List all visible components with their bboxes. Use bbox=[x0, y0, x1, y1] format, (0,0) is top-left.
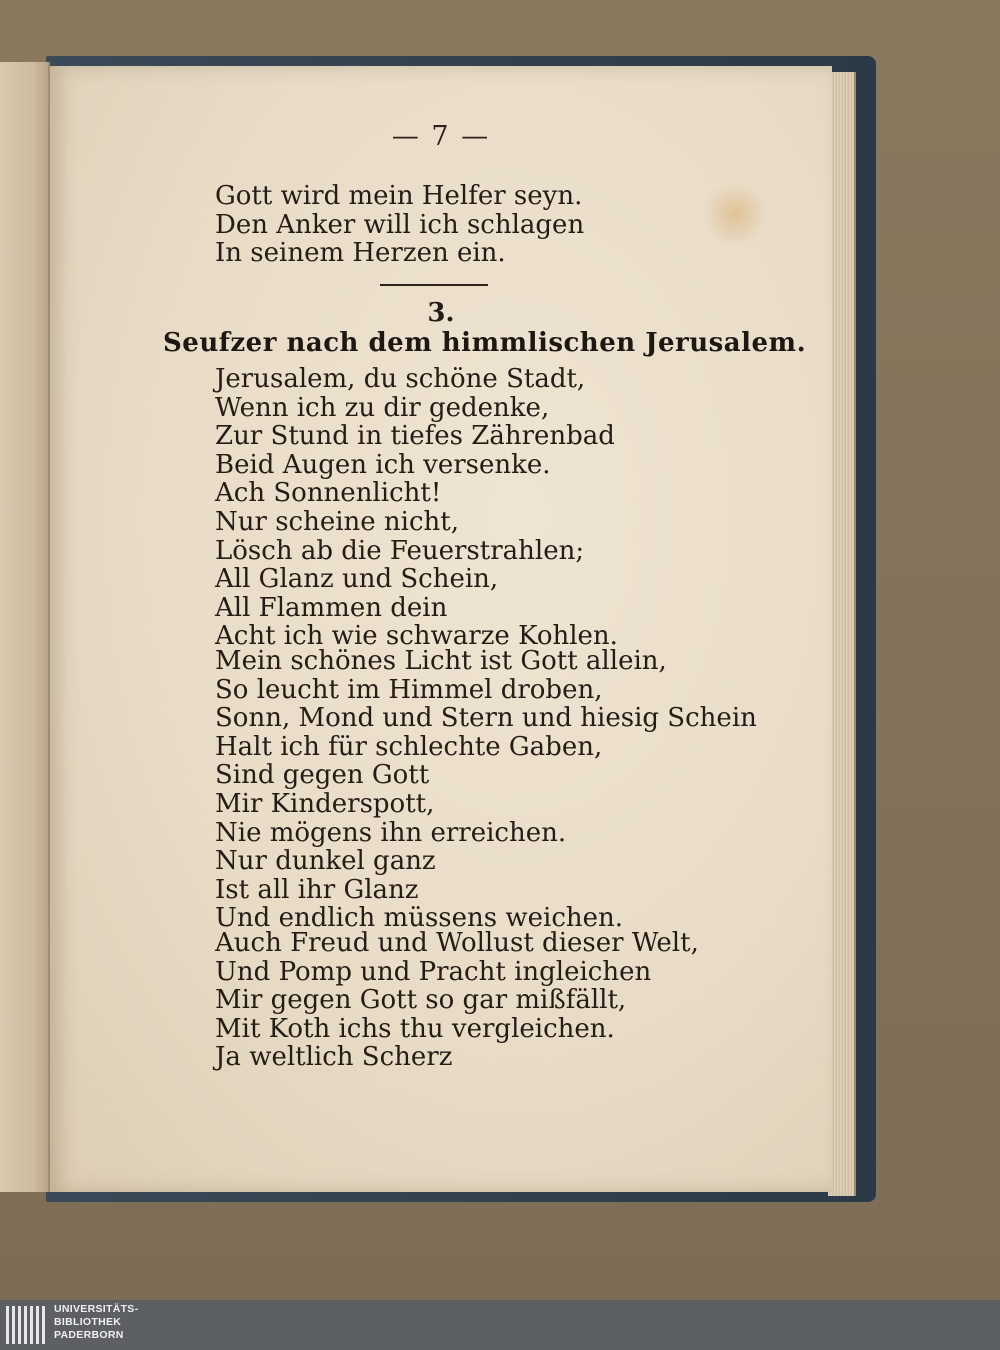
section-divider bbox=[380, 284, 488, 286]
book-page bbox=[50, 66, 832, 1192]
library-name-line: BIBLIOTHEK bbox=[54, 1316, 122, 1328]
verse-line: Nur dunkel ganz bbox=[215, 846, 436, 877]
verse-line: So leucht im Himmel droben, bbox=[215, 674, 603, 705]
library-name bbox=[54, 1303, 138, 1342]
verse-line: Mir Kinderspott, bbox=[215, 788, 435, 819]
stanza-3 bbox=[215, 930, 699, 1073]
library-footer bbox=[0, 1300, 1000, 1350]
verse-line: Jerusalem, du schöne Stadt, bbox=[215, 364, 586, 394]
text-line: Gott wird mein Helfer seyn. bbox=[215, 181, 583, 211]
verse-line: Und Pomp und Pracht ingleichen bbox=[215, 956, 652, 987]
verse-line: Nie mögens ihn erreichen. bbox=[215, 817, 567, 848]
verse-line: Auch Freud und Wollust dieser Welt, bbox=[215, 928, 699, 958]
verse-line: Ach Sonnenlicht! bbox=[215, 478, 442, 509]
verse-line: All Glanz und Schein, bbox=[215, 564, 499, 595]
stanza-1 bbox=[215, 366, 618, 652]
text-line: In seinem Herzen ein. bbox=[215, 238, 506, 269]
page-block-edges bbox=[828, 72, 856, 1196]
verse-line: Zur Stund in tiefes Zährenbad bbox=[215, 421, 615, 452]
verse-line: Sind gegen Gott bbox=[215, 760, 430, 791]
verse-line: Mir gegen Gott so gar mißfällt, bbox=[215, 985, 627, 1016]
verse-line: Ja weltlich Scherz bbox=[215, 1042, 453, 1073]
library-logo-icon bbox=[6, 1306, 46, 1344]
previous-page-edge bbox=[0, 62, 50, 1192]
verse-line: All Flammen dein bbox=[215, 592, 448, 623]
library-name-line: PADERBORN bbox=[54, 1329, 124, 1341]
verse-line: Ist all ihr Glanz bbox=[215, 874, 419, 905]
verse-line: Halt ich für schlechte Gaben, bbox=[215, 731, 603, 762]
page-number: — 7 — bbox=[391, 121, 491, 152]
stanza-2 bbox=[215, 648, 757, 934]
verse-line: Mein schönes Licht ist Gott allein, bbox=[215, 646, 667, 676]
verse-line: Lösch ab die Feuerstrahlen; bbox=[215, 535, 585, 566]
verse-line: Mit Koth ichs thu vergleichen. bbox=[215, 1013, 615, 1044]
verse-line: Nur scheine nicht, bbox=[215, 506, 460, 537]
verse-line: Und endlich müssens weichen. bbox=[215, 903, 624, 934]
verse-line: Beid Augen ich versenke. bbox=[215, 449, 551, 480]
text-line: Den Anker will ich schlagen bbox=[215, 209, 585, 240]
verse-line: Sonn, Mond und Stern und hiesig Schein bbox=[215, 703, 757, 734]
section-number: 3. bbox=[427, 298, 455, 328]
poem-title: Seufzer nach dem himmlischen Jerusalem. bbox=[163, 328, 807, 358]
verse-line: Wenn ich zu dir gedenke, bbox=[215, 392, 550, 423]
library-name-line: UNIVERSITÄTS- bbox=[54, 1303, 139, 1315]
carryover-lines bbox=[215, 182, 584, 268]
verse-line: Acht ich wie schwarze Kohlen. bbox=[215, 621, 618, 652]
page-stain bbox=[700, 184, 770, 244]
